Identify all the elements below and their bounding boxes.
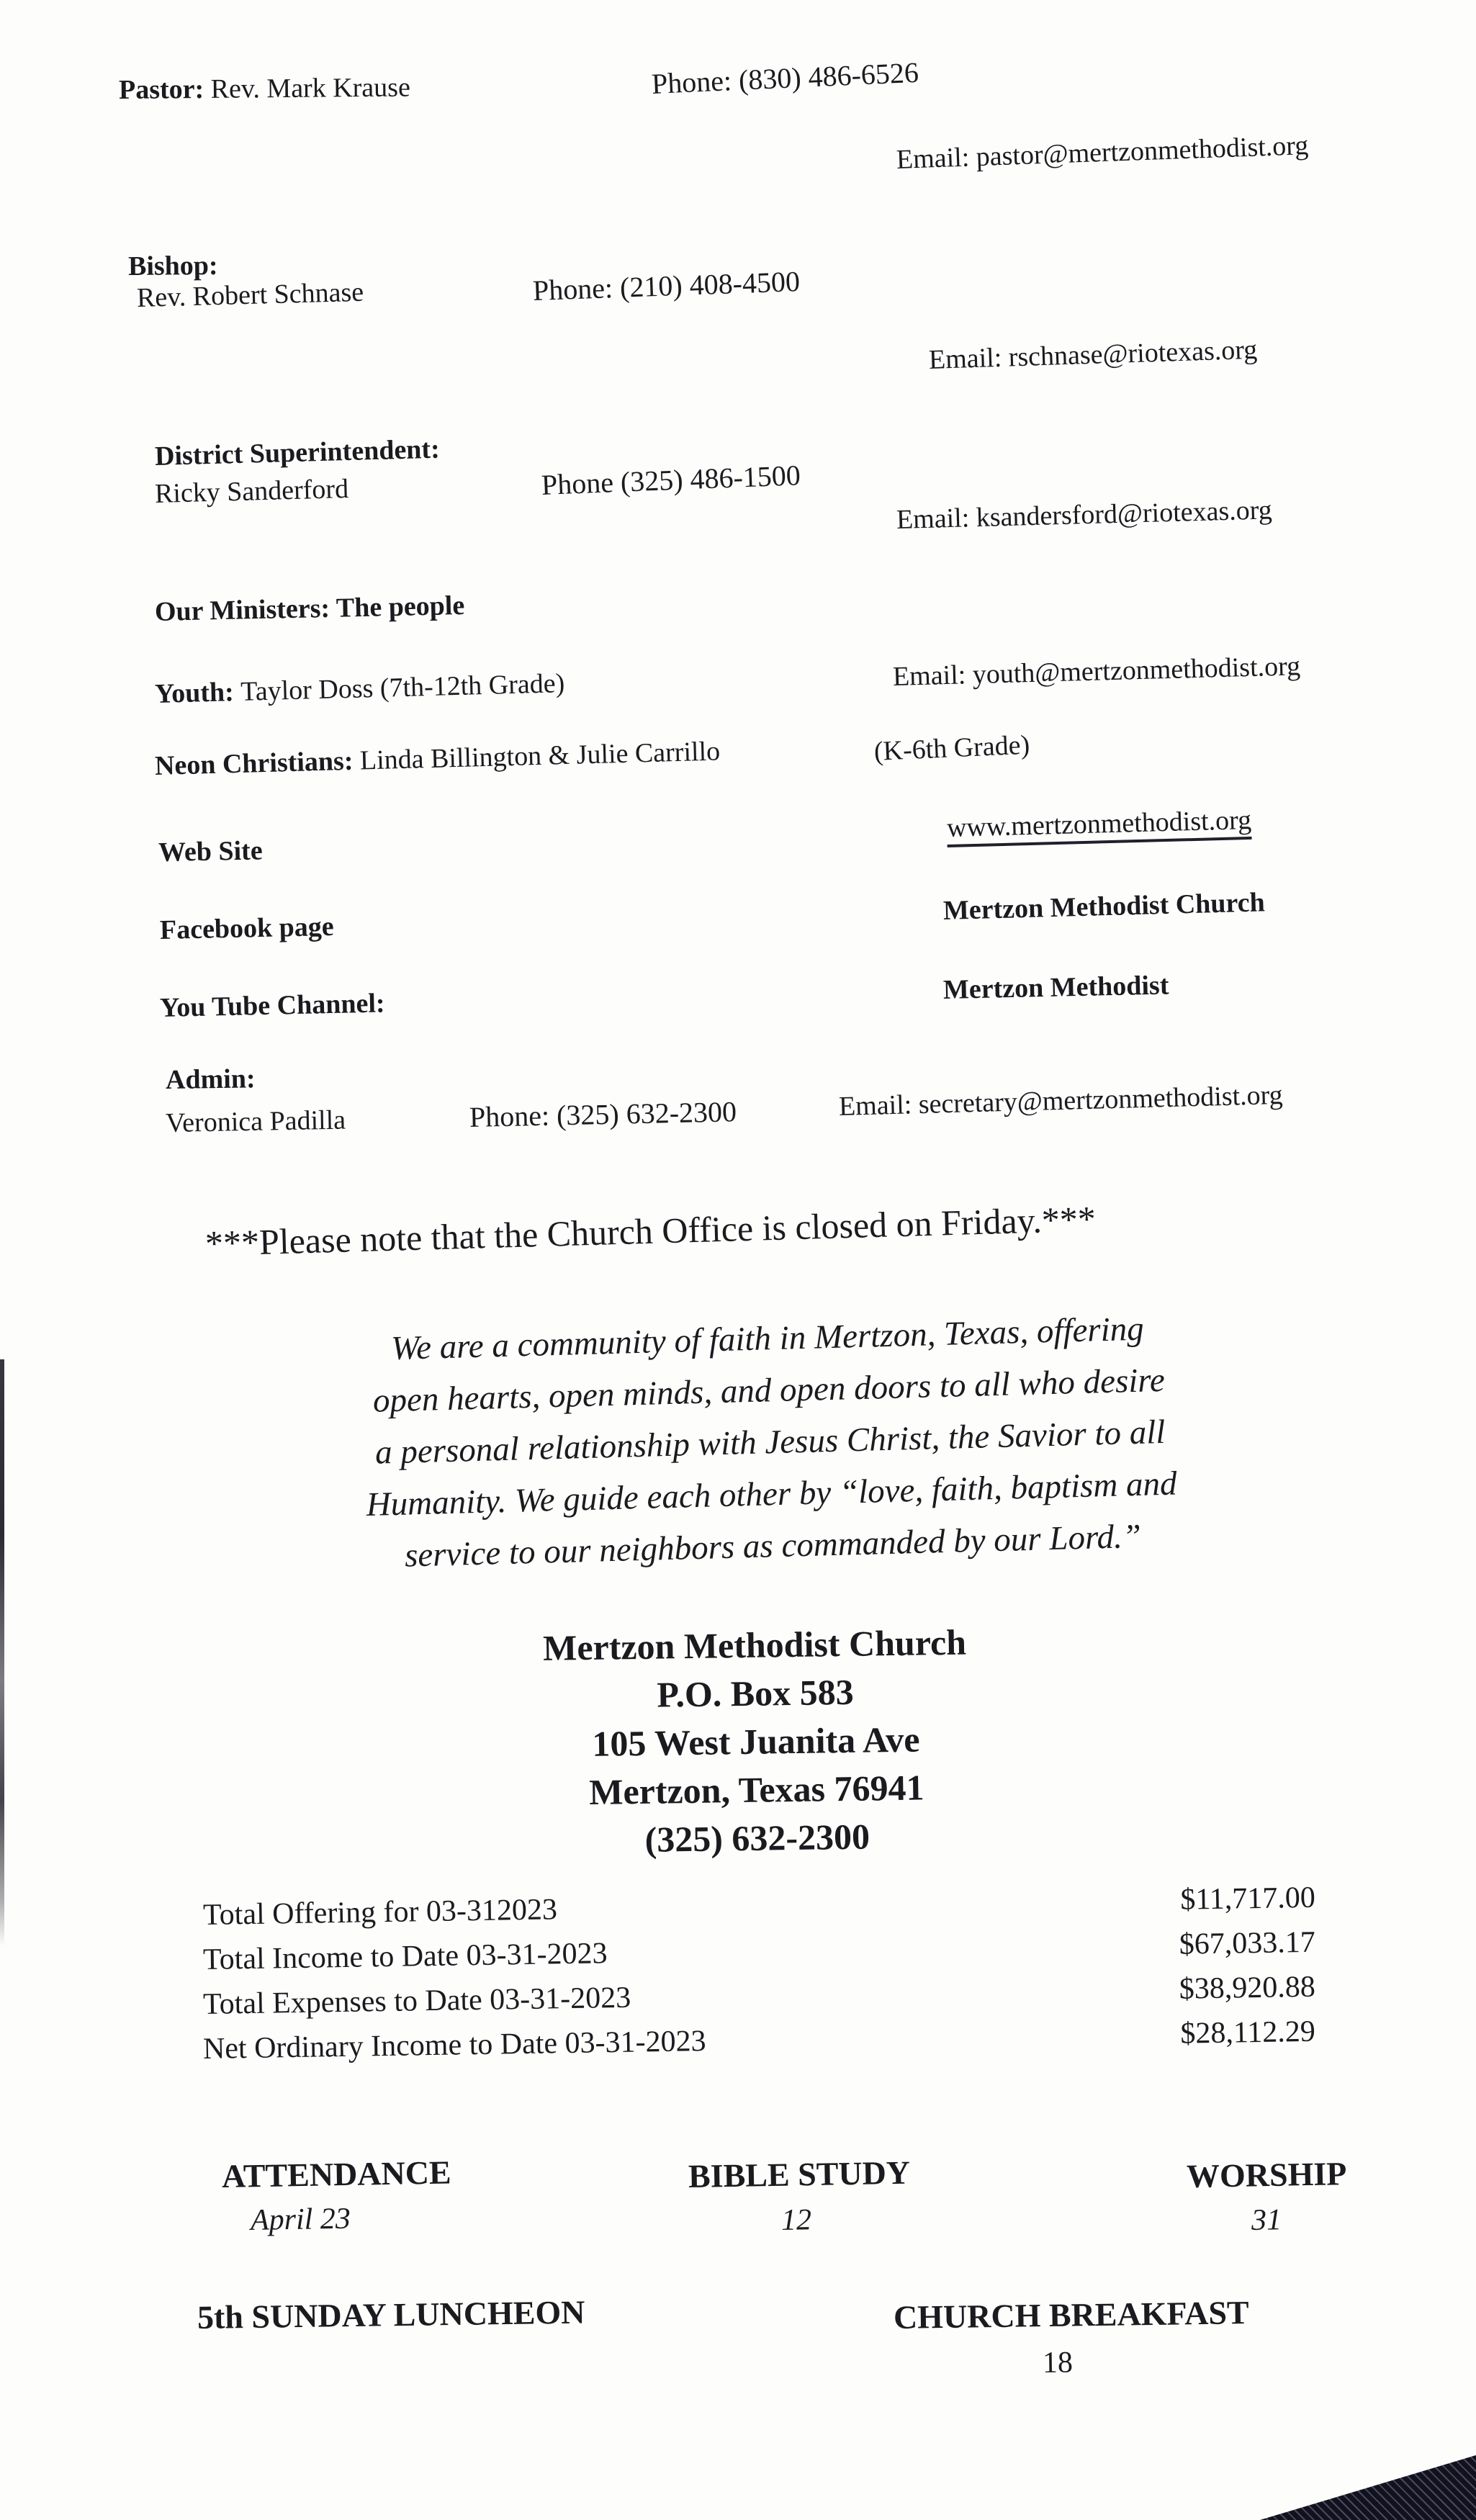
scan-corner-artifact-bottom-right [1260, 2455, 1476, 2520]
financial-amount: $11,717.00 [1180, 1881, 1316, 1917]
pastor-email: Email: pastor@mertzonmethodist.org [896, 130, 1309, 175]
attendance-header: ATTENDANCE [221, 2154, 452, 2195]
district-superintendent-label: District Superintendent: [154, 433, 441, 472]
district-superintendent-email: Email: ksandersford@riotexas.org [896, 495, 1273, 535]
pastor-label: Pastor: [118, 73, 211, 105]
worship-header: WORSHIP [1186, 2155, 1347, 2195]
youth-line [154, 667, 564, 710]
financial-row-net-income [203, 2015, 1316, 2066]
bishop-label: Bishop: [127, 250, 218, 282]
district-superintendent-name: Ricky Sanderford [154, 473, 349, 509]
youth-text: Taylor Doss (7th-12th Grade) [240, 668, 565, 707]
pastor-phone: Phone: (830) 486-6526 [651, 55, 919, 100]
youtube-label: You Tube Channel: [159, 988, 385, 1023]
church-phone: (325) 632-2300 [644, 1816, 870, 1860]
church-breakfast-count: 18 [1042, 2346, 1074, 2380]
website-url-text: www.mertzonmethodist.org [946, 805, 1251, 847]
scan-edge-artifact-left [0, 1359, 4, 1946]
worship-count: 31 [1251, 2203, 1282, 2237]
bible-study-header: BIBLE STUDY [688, 2154, 911, 2195]
church-breakfast-header: CHURCH BREAKFAST [893, 2294, 1250, 2336]
admin-name: Veronica Padilla [165, 1104, 346, 1138]
pastor-name: Rev. Mark Krause [210, 72, 411, 104]
church-name: Mertzon Methodist Church [542, 1621, 967, 1668]
facebook-page-name: Mertzon Methodist Church [942, 887, 1266, 926]
church-address-block [431, 1616, 1082, 1867]
attendance-date: April 23 [250, 2202, 351, 2237]
youth-label: Youth: [154, 676, 241, 709]
office-closed-notice: ***Please note that the Church Office is closed on Friday.*** [204, 1198, 1097, 1264]
website-url [946, 804, 1251, 844]
pastor-line [119, 71, 410, 106]
admin-email: Email: secretary@mertzonmethodist.org [838, 1079, 1284, 1122]
church-street: 105 West Juanita Ave [592, 1719, 920, 1764]
financial-label: Total Offering for 03-312023 [202, 1893, 558, 1932]
our-ministers-heading: Our Ministers: The people [154, 590, 465, 627]
district-superintendent-phone: Phone (325) 486-1500 [541, 459, 801, 501]
church-city: Mertzon, Texas 76941 [588, 1767, 924, 1812]
youtube-channel-name: Mertzon Methodist [942, 970, 1169, 1005]
facebook-label: Facebook page [159, 911, 335, 945]
neon-line [154, 735, 720, 782]
website-label: Web Site [158, 835, 263, 868]
youth-email: Email: youth@mertzonmethodist.org [892, 651, 1301, 692]
financial-amount: $28,112.29 [1180, 2015, 1316, 2051]
neon-grade: (K-6th Grade) [873, 729, 1031, 767]
financial-label: Total Income to Date 03-31-2023 [202, 1937, 608, 1976]
bishop-phone: Phone: (210) 408-4500 [532, 265, 801, 307]
church-po-box: P.O. Box 583 [657, 1671, 854, 1715]
mission-line-1: We are a community of faith in Mertzon, Texas, offering [390, 1310, 1145, 1367]
financial-row-income [203, 1925, 1316, 1977]
bible-study-count: 12 [780, 2203, 812, 2237]
financial-label: Total Expenses to Date 03-31-2023 [202, 1981, 631, 2021]
admin-phone: Phone: (325) 632-2300 [469, 1095, 737, 1133]
mission-line-2: open hearts, open minds, and open doors to all who desire [372, 1361, 1166, 1420]
neon-label: Neon Christians: [154, 745, 361, 781]
financial-row-expenses [203, 1970, 1316, 2022]
financial-amount: $38,920.88 [1179, 1970, 1316, 2006]
admin-label: Admin: [165, 1063, 256, 1095]
financial-row-offering [203, 1881, 1316, 1932]
mission-statement [169, 1297, 1371, 1588]
financial-label: Net Ordinary Income to Date 03-31-2023 [202, 2025, 706, 2066]
neon-text: Linda Billington & Julie Carrillo [359, 736, 721, 776]
mission-line-3: a personal relationship with Jesus Christ, the Savior to all [374, 1413, 1166, 1472]
bishop-name: Rev. Robert Schnase [136, 276, 364, 313]
bishop-email: Email: rschnase@riotexas.org [928, 334, 1258, 375]
mission-line-4: Humanity. We guide each other by “love, faith, baptism and [366, 1464, 1178, 1524]
financial-amount: $67,033.17 [1179, 1925, 1316, 1961]
fifth-sunday-luncheon-header: 5th SUNDAY LUNCHEON [197, 2293, 585, 2336]
mission-line-5: service to our neighbors as commanded by our Lord.” [404, 1517, 1142, 1575]
